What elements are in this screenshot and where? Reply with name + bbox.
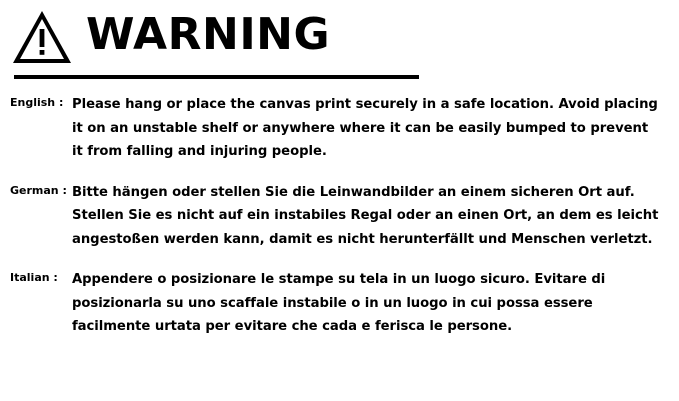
language-label-english: English : — [10, 96, 64, 109]
warning-entries — [10, 93, 669, 339]
warning-text-italian: Appendere o posizionare le stampe su tela in un luogo sicuro. Evitare di posizionarla su uno scaffale instabile o in un luogo in cui possa essere facilmente urtata per evitare che cada e ferisca le persone. — [72, 272, 606, 334]
language-label-italian: Italian : — [10, 271, 58, 284]
list-item — [10, 181, 669, 252]
page-title: WARNING — [86, 9, 331, 60]
list-item — [10, 93, 669, 164]
header-divider — [14, 75, 419, 79]
language-label-german: German : — [10, 183, 67, 197]
list-item — [10, 268, 669, 339]
warning-text-german: Bitte hängen oder stellen Sie die Leinwandbilder an einem sicheren Ort auf. Stellen Sie es nicht auf ein instabiles Regal oder an einen Ort, an dem es leicht angestoßen werden kann, damit es nicht herunterfällt und Menschen verletzt. — [72, 184, 659, 247]
warning-triangle-icon — [12, 10, 72, 64]
warning-header — [10, 8, 669, 66]
warning-text-english: Please hang or place the canvas print securely in a safe location. Avoid placing it on an unstable shelf or anywhere where it can be easily bumped to prevent it from falling and injuring people. — [72, 97, 658, 159]
